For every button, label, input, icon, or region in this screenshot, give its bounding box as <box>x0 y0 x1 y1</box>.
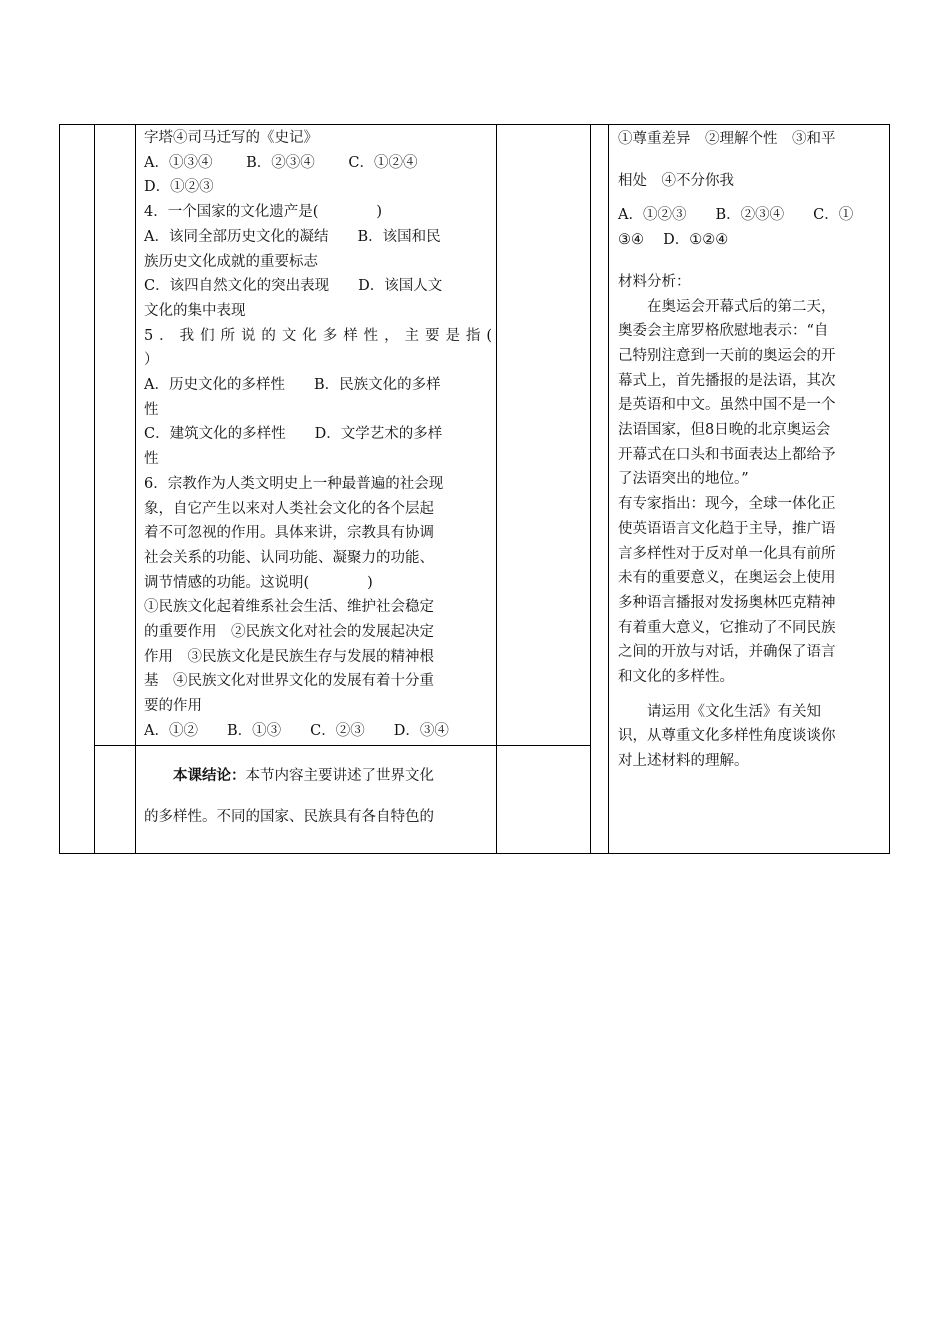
exercise-cell <box>144 126 492 744</box>
material-line: 开幕式在口头和书面表达上都给予 <box>618 446 836 463</box>
material-line: 是英语和中文。虽然中国不是一个 <box>618 397 836 414</box>
material-line: 多种语言播报对发扬奥林匹克精神 <box>618 594 836 611</box>
material-line: 在奥运会开幕式后的第二天， <box>647 298 836 315</box>
column-divider <box>590 125 591 853</box>
material-line: 奥委会主席罗格欣慰地表示：“自 <box>618 323 829 340</box>
material-line: 有专家指出：现今，全球一体化正 <box>618 496 836 513</box>
exercise-line: C．建筑文化的多样性 D．文学艺术的多样 <box>144 426 443 443</box>
exercise-line: 字塔④司马迁写的《史记》 <box>144 130 318 146</box>
prompt-line: 对上述材料的理解。 <box>618 753 749 770</box>
question-line: 相处 ④不分你我 <box>618 172 734 189</box>
material-line: 未有的重要意义，在奥运会上使用 <box>618 570 836 587</box>
exercise-line: 基 ④民族文化对世界文化的发展有着十分重 <box>144 673 434 690</box>
analysis-title: 材料分析： <box>618 273 691 290</box>
exercise-line: ①民族文化起着维系社会生活、维护社会稳定 <box>144 599 434 616</box>
exercise-line: A．历史文化的多样性 B．民族文化的多样 <box>144 377 441 394</box>
exercise-line: A．该同全部历史文化的凝结 B．该国和民 <box>144 228 441 245</box>
material-line: 和文化的多样性。 <box>618 669 734 686</box>
column-divider <box>608 125 609 853</box>
material-line: 了法语突出的地位。” <box>618 471 749 488</box>
exercise-line: 作用 ③民族文化是民族生存与发展的精神根 <box>144 648 434 665</box>
conclusion-label: 本课结论： <box>173 766 246 784</box>
exercise-line: 着不可忽视的作用。具体来讲，宗教具有协调 <box>144 525 434 542</box>
exercise-line: 社会关系的功能、认同功能、凝聚力的功能、 <box>144 549 434 566</box>
analysis-cell <box>618 127 886 774</box>
question-line: A．①②③ B．②③④ C．① <box>618 207 854 224</box>
exercise-line: 要的作用 <box>144 698 202 715</box>
exercise-line: C．该四自然文化的突出表现 D．该国人文 <box>144 278 443 295</box>
question-line: ③④ D．①②④ <box>618 232 729 249</box>
conclusion-line: 的多样性。不同的国家、民族具有各自特色的 <box>144 809 434 826</box>
exercise-line: A．①③④ B．②③④ C．①②④ <box>144 154 418 171</box>
exercise-line: D．①②③ <box>144 179 214 196</box>
row-divider <box>94 745 590 746</box>
exercise-line: 象，自它产生以来对人类社会文化的各个层起 <box>144 500 434 517</box>
question-line: ①尊重差异 ②理解个性 ③和平 <box>618 131 836 147</box>
material-line: 之间的开放与对话，并确保了语言 <box>618 644 836 661</box>
column-divider <box>496 125 497 853</box>
column-divider <box>94 125 95 853</box>
prompt-line: 请运用《文化生活》有关知 <box>647 703 821 720</box>
exercise-line: ） <box>144 352 159 369</box>
exercise-line: 性 <box>144 401 159 418</box>
conclusion-cell <box>144 749 492 844</box>
exercise-line: 6．宗教作为人类文明史上一种最普遍的社会现 <box>144 475 444 492</box>
material-line: 使英语语言文化趋于主导，推广语 <box>618 520 836 537</box>
exercise-line: 的重要作用 ②民族文化对社会的发展起决定 <box>144 624 434 641</box>
exercise-line: 文化的集中表现 <box>144 302 246 319</box>
material-line: 法语国家，但8日晚的北京奥运会 <box>618 422 831 439</box>
lesson-table <box>59 124 890 854</box>
exercise-line: A．①② B．①③ C．②③ D．③④ <box>144 722 449 739</box>
exercise-line: 4．一个国家的文化遗产是( ) <box>144 204 383 221</box>
material-line: 言多样性对于反对单一化具有前所 <box>618 545 836 562</box>
prompt-line: 识，从尊重文化多样性角度谈谈你 <box>618 728 836 745</box>
exercise-line: 族历史文化成就的重要标志 <box>144 253 318 270</box>
conclusion-text: 本节内容主要讲述了世界文化 <box>245 767 434 784</box>
exercise-line: 调节情感的功能。这说明( ) <box>144 574 373 591</box>
exercise-line: 性 <box>144 451 159 468</box>
column-divider <box>135 125 136 853</box>
exercise-line: 5．我们所说的文化多样性，主要是指( <box>144 327 492 344</box>
material-line: 有着重大意义，它推动了不同民族 <box>618 619 836 636</box>
conclusion-line <box>144 764 492 789</box>
material-line: 己特别注意到一天前的奥运会的开 <box>618 347 836 364</box>
material-line: 幕式上，首先播报的是法语，其次 <box>618 372 836 389</box>
